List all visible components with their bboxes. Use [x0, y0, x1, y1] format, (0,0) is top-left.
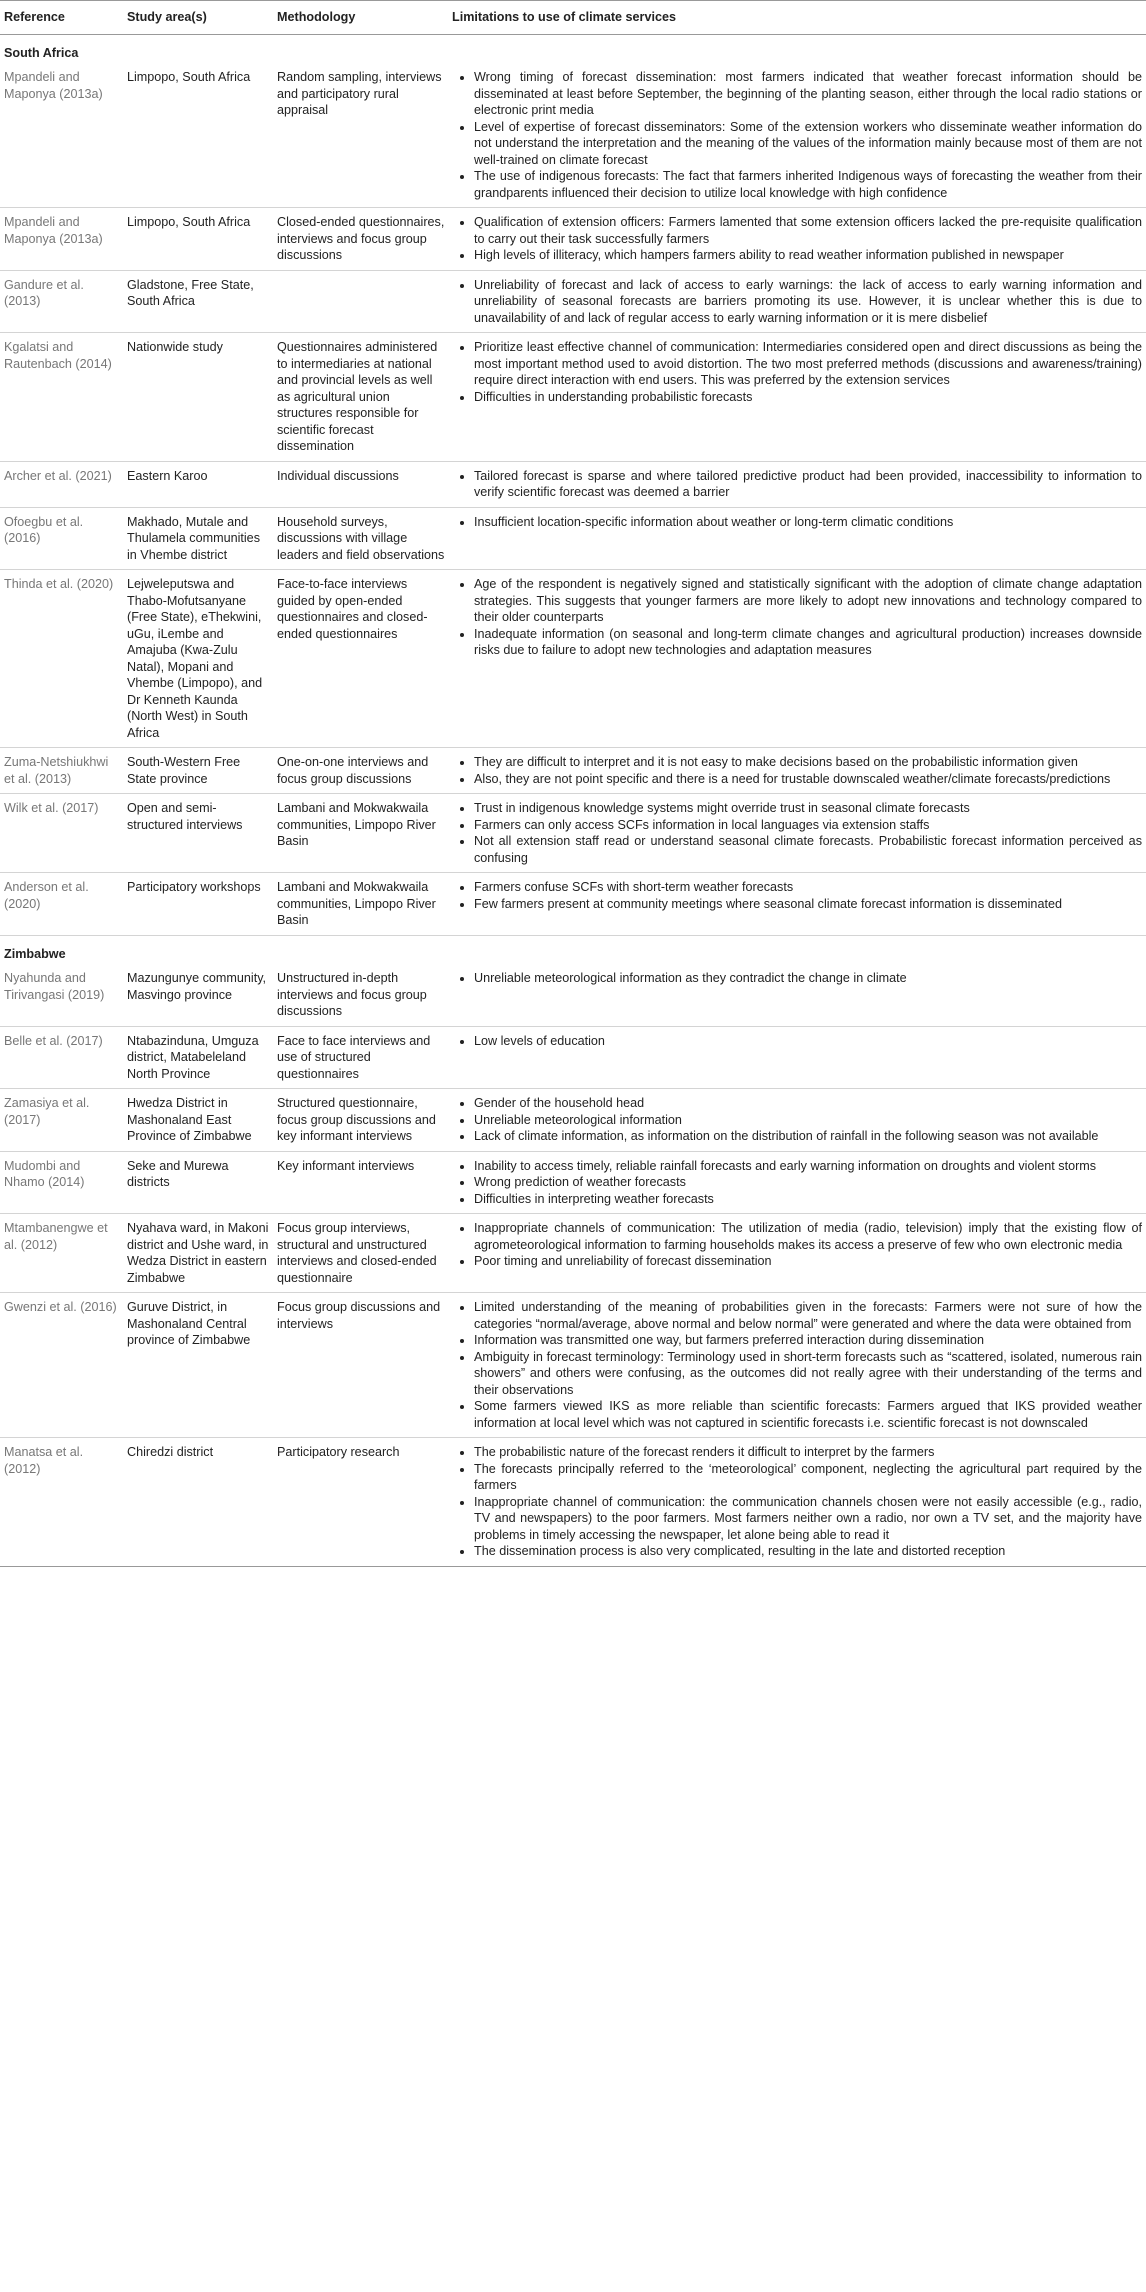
limitations-list [452, 277, 1142, 327]
study-area-cell: Limpopo, South Africa [125, 63, 275, 208]
methodology-cell [275, 270, 450, 333]
limitations-cell [450, 1151, 1146, 1214]
methodology-cell: Key informant interviews [275, 1151, 450, 1214]
limitations-list [452, 1158, 1142, 1208]
list-item: • The forecasts principally referred to the ‘meteorological’ component, neglecting the agricultural part required by the farmers [474, 1461, 1142, 1494]
header-study-area: Study area(s) [125, 1, 275, 35]
list-item: • Inappropriate channels of communication: The utilization of media (radio, television) imply that the existing flow of agrometeorological information to farming households makes its access a preserve of few who own electronic media [474, 1220, 1142, 1253]
study-area-cell: Nationwide study [125, 333, 275, 462]
methodology-cell: One-on-one interviews and focus group discussions [275, 748, 450, 794]
section-title: Zimbabwe [4, 946, 66, 961]
header-limitations: Limitations to use of climate services [450, 1, 1146, 35]
study-area-cell: Open and semi-structured interviews [125, 794, 275, 873]
study-area-cell: Guruve District, in Mashonaland Central province of Zimbabwe [125, 1293, 275, 1438]
list-item: • Gender of the household head [474, 1095, 1142, 1112]
list-item: • Lack of climate information, as information on the distribution of rainfall in the following season was not available [474, 1128, 1142, 1145]
methodology-cell: Lambani and Mokwakwaila communities, Limpopo River Basin [275, 873, 450, 936]
limitations-list [452, 514, 1142, 531]
limitations-list [452, 1444, 1142, 1560]
limitations-list [452, 1033, 1142, 1050]
list-item: • Limited understanding of the meaning of probabilities given in the forecasts: Farmers were not sure of how the categories “normal/average, above normal and below normal” were generated and where the data were obtained from [474, 1299, 1142, 1332]
limitations-list [452, 214, 1142, 264]
reference-cell: Zuma-Netshiukhwi et al. (2013) [0, 748, 125, 794]
study-area-cell: Lejweleputswa and Thabo-Mofutsanyane (Free State), eThekwini, uGu, iLembe and Amajuba (Kwa-Zulu Natal), Mopani and Vhembe (Limpopo), and Dr Kenneth Kaunda (North West) in South Africa [125, 570, 275, 748]
reference-cell: Ofoegbu et al. (2016) [0, 507, 125, 570]
reference-cell: Mudombi and Nhamo (2014) [0, 1151, 125, 1214]
section-title: South Africa [4, 45, 79, 60]
study-area-cell: Nyahava ward, in Makoni district and Ushe ward, in Wedza District in eastern Zimbabwe [125, 1214, 275, 1293]
limitations-cell [450, 333, 1146, 462]
table-row [0, 1089, 1146, 1152]
list-item: • Trust in indigenous knowledge systems might override trust in seasonal climate forecasts [474, 800, 1142, 817]
list-item: • Insufficient location-specific information about weather or long-term climatic conditions [474, 514, 1142, 531]
reference-cell: Zamasiya et al. (2017) [0, 1089, 125, 1152]
list-item: • Few farmers present at community meetings where seasonal climate forecast information is disseminated [474, 896, 1142, 913]
study-area-cell: Ntabazinduna, Umguza district, Matabeleland North Province [125, 1026, 275, 1089]
list-item: • Low levels of education [474, 1033, 1142, 1050]
limitations-cell [450, 461, 1146, 507]
list-item: • Inadequate information (on seasonal and long-term climate changes and agricultural production) increases downside risks due to failure to adopt new technologies and adaptation measures [474, 626, 1142, 659]
limitations-cell [450, 1089, 1146, 1152]
study-area-cell: Makhado, Mutale and Thulamela communities in Vhembe district [125, 507, 275, 570]
list-item: • Prioritize least effective channel of communication: Intermediaries considered open and direct discussions as being the most important method used to avoid distortion. The two most preferred methods (discussions and awareness/training) require direct interaction with end users. This was preferred by the extension services [474, 339, 1142, 389]
methodology-cell: Questionnaires administered to intermediaries at national and provincial levels as well as agricultural union structures responsible for scientific forecast dissemination [275, 333, 450, 462]
limitations-list [452, 1220, 1142, 1270]
list-item: • The use of indigenous forecasts: The fact that farmers inherited Indigenous ways of forecasting the weather from their grandparents influenced their decision to utilize local knowledge with high confidence [474, 168, 1142, 201]
methodology-cell: Structured questionnaire, focus group discussions and key informant interviews [275, 1089, 450, 1152]
limitations-list [452, 339, 1142, 405]
list-item: • Level of expertise of forecast disseminators: Some of the extension workers who disseminate weather information do not understand the interpretation and the meaning of the values of the information mainly because most of them are not well-trained on climate forecast [474, 119, 1142, 169]
limitations-list [452, 800, 1142, 866]
study-area-cell: Mazungunye community, Masvingo province [125, 964, 275, 1026]
limitations-list [452, 970, 1142, 987]
list-item: • Inability to access timely, reliable rainfall forecasts and early warning information on droughts and violent storms [474, 1158, 1142, 1175]
list-item: • Qualification of extension officers: Farmers lamented that some extension officers lacked the pre-requisite qualification to carry out their task successfully farmers [474, 214, 1142, 247]
section-row [0, 34, 1146, 63]
methodology-cell: Random sampling, interviews and participatory rural appraisal [275, 63, 450, 208]
study-area-cell: South-Western Free State province [125, 748, 275, 794]
reference-cell: Wilk et al. (2017) [0, 794, 125, 873]
study-area-cell: Chiredzi district [125, 1438, 275, 1567]
list-item: • Poor timing and unreliability of forecast dissemination [474, 1253, 1142, 1270]
reference-cell: Thinda et al. (2020) [0, 570, 125, 748]
list-item: • Farmers confuse SCFs with short-term weather forecasts [474, 879, 1142, 896]
methodology-cell: Face-to-face interviews guided by open-ended questionnaires and closed-ended questionnaires [275, 570, 450, 748]
table-row [0, 570, 1146, 748]
reference-cell: Gwenzi et al. (2016) [0, 1293, 125, 1438]
reference-cell: Nyahunda and Tirivangasi (2019) [0, 964, 125, 1026]
list-item: • Age of the respondent is negatively signed and statistically significant with the adoption of climate change adaptation strategies. This suggests that younger farmers are more likely to adopt new innovations and technology compared to their older counterparts [474, 576, 1142, 626]
limitations-list [452, 1299, 1142, 1431]
reference-cell: Gandure et al. (2013) [0, 270, 125, 333]
study-area-cell: Limpopo, South Africa [125, 208, 275, 271]
list-item: • High levels of illiteracy, which hampers farmers ability to read weather information published in newspaper [474, 247, 1142, 264]
methodology-cell: Lambani and Mokwakwaila communities, Limpopo River Basin [275, 794, 450, 873]
table-row [0, 873, 1146, 936]
table-row [0, 748, 1146, 794]
reference-cell: Kgalatsi and Rautenbach (2014) [0, 333, 125, 462]
limitations-list [452, 1095, 1142, 1145]
study-area-cell: Eastern Karoo [125, 461, 275, 507]
limitations-cell [450, 507, 1146, 570]
limitations-cell [450, 964, 1146, 1026]
limitations-cell [450, 873, 1146, 936]
limitations-cell [450, 1026, 1146, 1089]
table-row [0, 208, 1146, 271]
study-area-cell: Participatory workshops [125, 873, 275, 936]
methodology-cell: Household surveys, discussions with village leaders and field observations [275, 507, 450, 570]
table-row [0, 63, 1146, 208]
reference-cell: Manatsa et al. (2012) [0, 1438, 125, 1567]
limitations-cell [450, 1438, 1146, 1567]
table-row [0, 1151, 1146, 1214]
limitations-cell [450, 63, 1146, 208]
methodology-cell: Focus group discussions and interviews [275, 1293, 450, 1438]
reference-cell: Archer et al. (2021) [0, 461, 125, 507]
limitations-cell [450, 270, 1146, 333]
list-item: • Difficulties in understanding probabilistic forecasts [474, 389, 1142, 406]
list-item: • Difficulties in interpreting weather forecasts [474, 1191, 1142, 1208]
list-item: • Some farmers viewed IKS as more reliable than scientific forecasts: Farmers argued that IKS provided weather information at local level which was not captured in scientific forecasts i.e. scientific forecast is not downscaled [474, 1398, 1142, 1431]
reference-cell: Belle et al. (2017) [0, 1026, 125, 1089]
limitations-list [452, 879, 1142, 912]
table-row [0, 507, 1146, 570]
reference-cell: Mpandeli and Maponya (2013a) [0, 208, 125, 271]
limitations-cell [450, 794, 1146, 873]
header-reference: Reference [0, 1, 125, 35]
table-row [0, 964, 1146, 1026]
list-item: • Inappropriate channel of communication: the communication channels chosen were not easily accessible (e.g., radio, TV and newspapers) to the poor farmers. Most farmers neither own a radio, nor own a TV set, and the majority have problems in timely accessing the newspaper, let alone being able to read it [474, 1494, 1142, 1544]
list-item: • Ambiguity in forecast terminology: Terminology used in short-term forecasts such as “scattered, isolated, numerous rain showers” and others were confusing, as the outcomes did not really agree with their understanding of the terms and their observations [474, 1349, 1142, 1399]
limitations-list [452, 69, 1142, 201]
table-body [0, 34, 1146, 1566]
study-area-cell: Hwedza District in Mashonaland East Province of Zimbabwe [125, 1089, 275, 1152]
limitations-list [452, 468, 1142, 501]
list-item: • Unreliable meteorological information [474, 1112, 1142, 1129]
methodology-cell: Unstructured in-depth interviews and focus group discussions [275, 964, 450, 1026]
methodology-cell: Focus group interviews, structural and unstructured interviews and closed-ended questionnaire [275, 1214, 450, 1293]
limitations-list [452, 754, 1142, 787]
list-item: • The dissemination process is also very complicated, resulting in the late and distorted reception [474, 1543, 1142, 1560]
limitations-cell [450, 748, 1146, 794]
list-item: • Farmers can only access SCFs information in local languages via extension staffs [474, 817, 1142, 834]
limitations-cell [450, 1293, 1146, 1438]
list-item: • Also, they are not point specific and there is a need for trustable downscaled weather/climate forecasts/predictions [474, 771, 1142, 788]
methodology-cell: Individual discussions [275, 461, 450, 507]
reference-cell: Mtambanengwe et al. (2012) [0, 1214, 125, 1293]
list-item: • Wrong timing of forecast dissemination: most farmers indicated that weather forecast information should be disseminated at least before September, the beginning of the planting season, either through the local radio stations or electronic print media [474, 69, 1142, 119]
table-row [0, 461, 1146, 507]
study-area-cell: Gladstone, Free State, South Africa [125, 270, 275, 333]
limitations-cell [450, 570, 1146, 748]
table-row [0, 1438, 1146, 1567]
methodology-cell: Closed-ended questionnaires, interviews and focus group discussions [275, 208, 450, 271]
list-item: • Unreliability of forecast and lack of access to early warnings: the lack of access to early warning information and unreliability of seasonal forecasts are barriers promoting its use. However, it is unclear whether this is due to unavailability of and lack of regular access to early warning information or it is mere disbelief [474, 277, 1142, 327]
list-item: • Not all extension staff read or understand seasonal climate forecasts. Probabilistic forecast information perceived as confusing [474, 833, 1142, 866]
limitations-cell [450, 208, 1146, 271]
limitations-list [452, 576, 1142, 659]
table-row [0, 1214, 1146, 1293]
list-item: • They are difficult to interpret and it is not easy to make decisions based on the probabilistic information given [474, 754, 1142, 771]
table-row [0, 333, 1146, 462]
header-methodology: Methodology [275, 1, 450, 35]
table-header-row [0, 1, 1146, 35]
methodology-cell: Face to face interviews and use of structured questionnaires [275, 1026, 450, 1089]
list-item: • Tailored forecast is sparse and where tailored predictive product had been provided, inaccessibility to information to verify scientific forecast was deemed a barrier [474, 468, 1142, 501]
list-item: • Information was transmitted one way, but farmers preferred interaction during dissemination [474, 1332, 1142, 1349]
table-row [0, 794, 1146, 873]
limitations-cell [450, 1214, 1146, 1293]
reference-cell: Anderson et al. (2020) [0, 873, 125, 936]
list-item: • The probabilistic nature of the forecast renders it difficult to interpret by the farmers [474, 1444, 1142, 1461]
list-item: • Wrong prediction of weather forecasts [474, 1174, 1142, 1191]
study-area-cell: Seke and Murewa districts [125, 1151, 275, 1214]
table-row [0, 1026, 1146, 1089]
table-row [0, 1293, 1146, 1438]
reference-cell: Mpandeli and Maponya (2013a) [0, 63, 125, 208]
methodology-cell: Participatory research [275, 1438, 450, 1567]
table-row [0, 270, 1146, 333]
section-row [0, 935, 1146, 964]
list-item: • Unreliable meteorological information as they contradict the change in climate [474, 970, 1142, 987]
